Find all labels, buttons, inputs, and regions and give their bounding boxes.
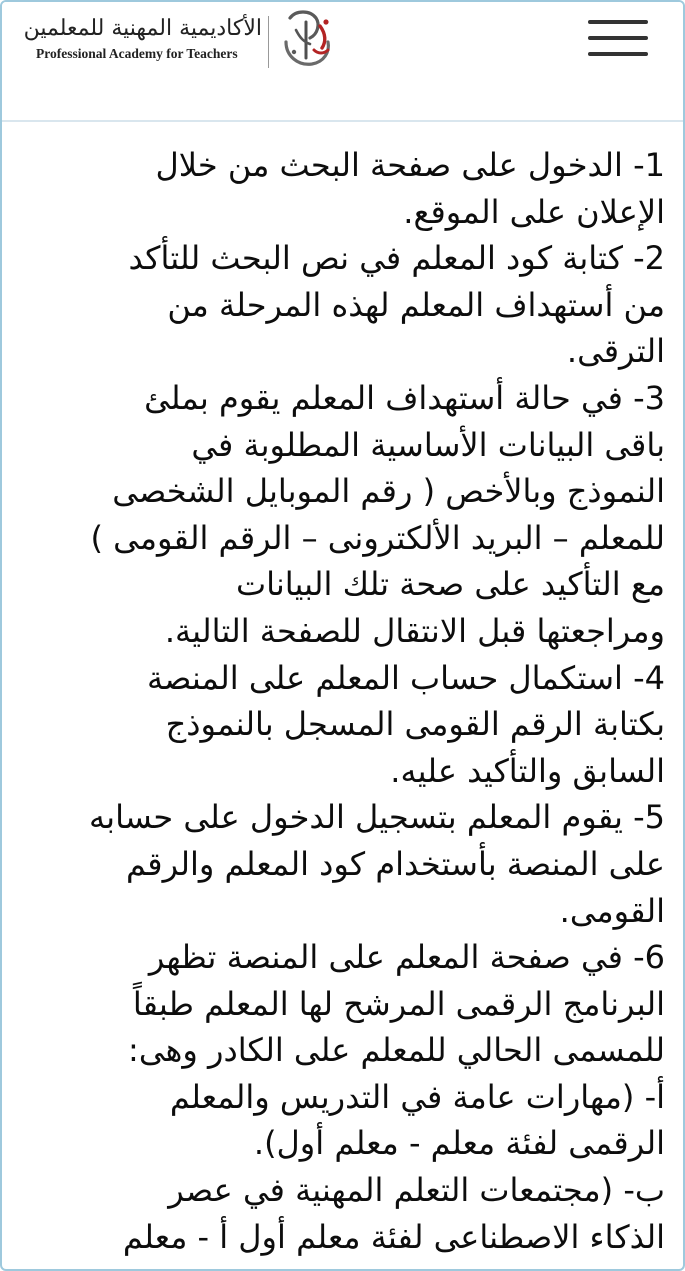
article-line: بكتابة الرقم القومى المسجل بالنموذج xyxy=(165,705,665,744)
article-line: القومى. xyxy=(559,891,665,930)
academy-emblem-icon xyxy=(276,8,340,74)
article-line: من أستهداف المعلم لهذه المرحلة من xyxy=(167,285,665,324)
hamburger-icon-bar-bottom xyxy=(588,52,648,56)
article-line: الإعلان على الموقع. xyxy=(403,192,665,231)
article-line: البرنامج الرقمى المرشح لها المعلم طبقاً xyxy=(132,984,665,1023)
hamburger-icon-bar-middle xyxy=(588,36,648,40)
article-line: أ- (مهارات عامة في التدريس والمعلم xyxy=(169,1077,665,1116)
article-line: ومراجعتها قبل الانتقال للصفحة التالية. xyxy=(164,611,665,650)
article-line: الترقى. xyxy=(566,332,665,371)
article-line: 4- استكمال حساب المعلم على المنصة xyxy=(146,658,665,697)
site-header xyxy=(2,2,683,122)
article-line: ب- (مجتمعات التعلم المهنية في عصر xyxy=(168,1171,665,1210)
article-line: على المنصة بأستخدام كود المعلم والرقم xyxy=(125,844,665,883)
hamburger-menu-button[interactable] xyxy=(588,14,648,62)
article-line: للمعلم – البريد الألكترونى – الرقم القومى ) xyxy=(90,518,665,557)
article-line: السابق والتأكيد عليه. xyxy=(390,751,665,790)
logo-arabic-text: الأكاديمية المهنية للمعلمين xyxy=(23,16,262,41)
article-line: 3- في حالة أستهداف المعلم يقوم بملئ xyxy=(144,378,665,417)
article-body xyxy=(15,142,665,1260)
article-line: الذكاء الاصطناعى لفئة معلم أول أ - معلم xyxy=(122,1217,665,1256)
logo-english-text: Professional Academy for Teachers xyxy=(36,46,238,61)
article-line: باقى البيانات الأساسية المطلوبة في xyxy=(191,425,665,464)
article-line: للمسمى الحالي للمعلم على الكادر وهى: xyxy=(128,1031,665,1070)
article-line: 6- في صفحة المعلم على المنصة تظهر xyxy=(148,938,665,977)
article-line: الرقمى لفئة معلم - معلم أول). xyxy=(253,1124,665,1163)
logo-text-block xyxy=(23,14,262,62)
article-line: 1- الدخول على صفحة البحث من خلال xyxy=(155,146,665,184)
hamburger-icon-bar-top xyxy=(588,20,648,24)
article-line: النموذج وبالأخص ( رقم الموبايل الشخصى xyxy=(112,472,665,511)
logo-divider xyxy=(268,16,269,68)
site-logo[interactable] xyxy=(23,8,350,78)
article-line: 5- يقوم المعلم بتسجيل الدخول على حسابه xyxy=(89,798,665,837)
article-line: 2- كتابة كود المعلم في نص البحث للتأكد xyxy=(128,239,665,278)
article-line: مع التأكيد على صحة تلك البيانات xyxy=(235,565,665,604)
